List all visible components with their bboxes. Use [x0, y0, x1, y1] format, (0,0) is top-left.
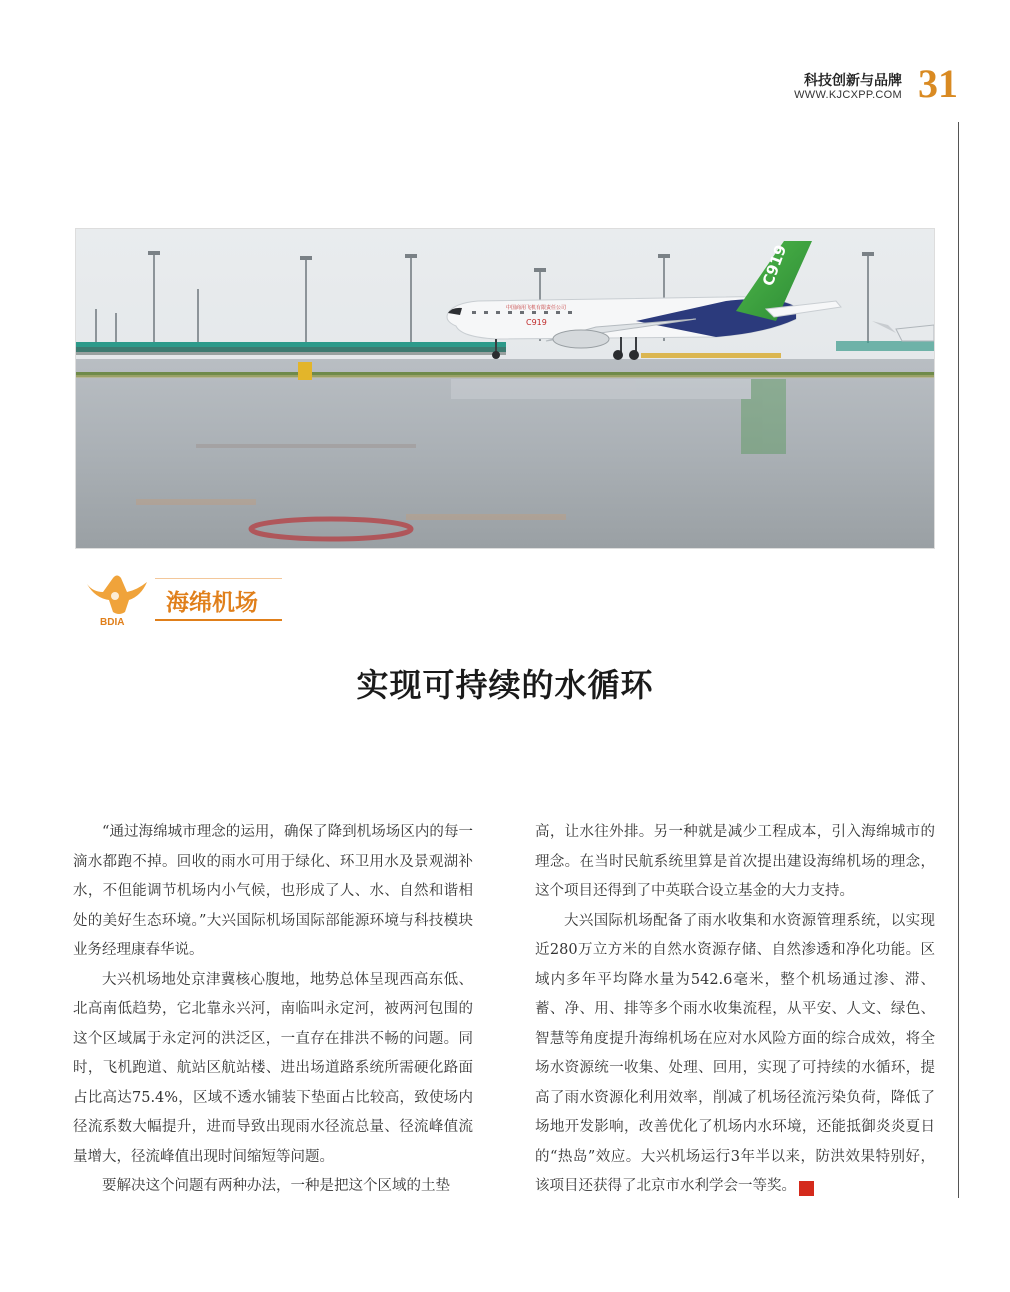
end-mark-icon: S	[799, 1181, 814, 1196]
magazine-title: 科技创新与品牌	[804, 73, 902, 89]
paragraph: “通过海绵城市理念的运用，确保了降到机场场区内的每一滴水都跑不掉。回收的雨水可用于绿化、环卫用水及景观湖补水，不但能调节机场内小气候，也形成了人、水、自然和谐相处的美好生态环境。”大兴国际机场国际部能源环境与科技模块业务经理康春华说。	[73, 824, 473, 958]
paragraph-text: 大兴国际机场配备了雨水收集和水资源管理系统，以实现近280万立方米的自然水资源存储、自然渗透和净化功能。区域内多年平均降水量为542.6毫米，整个机场通过渗、滞、蓄、净、用、排等多个雨水收集流程，从平安、人文、绿色、智慧等角度提升海绵机场在应对水风险方面的综合成效，将全场水资源统一收集、处理、回用，实现了可持续的水循环，提高了雨水资源化利用效率，削减了机场径流污染负荷，降低了场地开发影响，改善优化了机场内水环境，还能抵御炎炎夏日的“热岛”效应。大兴机场运行3年半以来，防洪效果特别好，该项目还获得了北京市水利学会一等奖。	[535, 912, 935, 1194]
paragraph: 大兴机场地处京津冀核心腹地，地势总体呈现西高东低、北高南低趋势，它北靠永兴河，南临叫永定河，被两河包围的这个区域属于永定河的洪泛区，一直存在排洪不畅的问题。同时，飞机跑道、航站区航站楼、进出场道路系统所需硬化路面占比高达75.4%，区域不透水铺装下垫面占比较高，致使场内径流系数大幅提升，进而导致出现雨水径流总量、径流峰值流量增大，径流峰值出现时间缩短等问题。	[73, 971, 473, 1165]
section-rule-top	[155, 578, 282, 579]
section-label: 海绵机场	[166, 590, 258, 616]
airline-label: 中国商用飞机有限责任公司	[506, 305, 567, 311]
bdia-logo-text: BDIA	[100, 617, 125, 628]
article-title: 实现可持续的水循环	[356, 666, 654, 704]
magazine-url: WWW.KJCXPP.COM	[794, 89, 902, 101]
bdia-logo	[79, 570, 157, 630]
page-number: 31	[918, 61, 958, 106]
tail-label: C919	[758, 242, 791, 289]
paragraph: 高，让水往外排。另一种就是减少工程成本，引入海绵城市的理念。在当时民航系统里算是首次提出建设海绵机场的理念，这个项目还得到了中英联合设立基金的大力支持。	[535, 824, 935, 899]
paragraph: 要解决这个问题有两种办法，一种是把这个区域的土垫	[102, 1178, 450, 1194]
article-column-left	[73, 818, 473, 1202]
paragraph-final	[535, 907, 935, 1202]
article-column-right	[535, 818, 935, 1202]
fuselage-label: C919	[526, 318, 547, 327]
airport-photo	[75, 228, 935, 549]
section-rule	[155, 619, 282, 621]
